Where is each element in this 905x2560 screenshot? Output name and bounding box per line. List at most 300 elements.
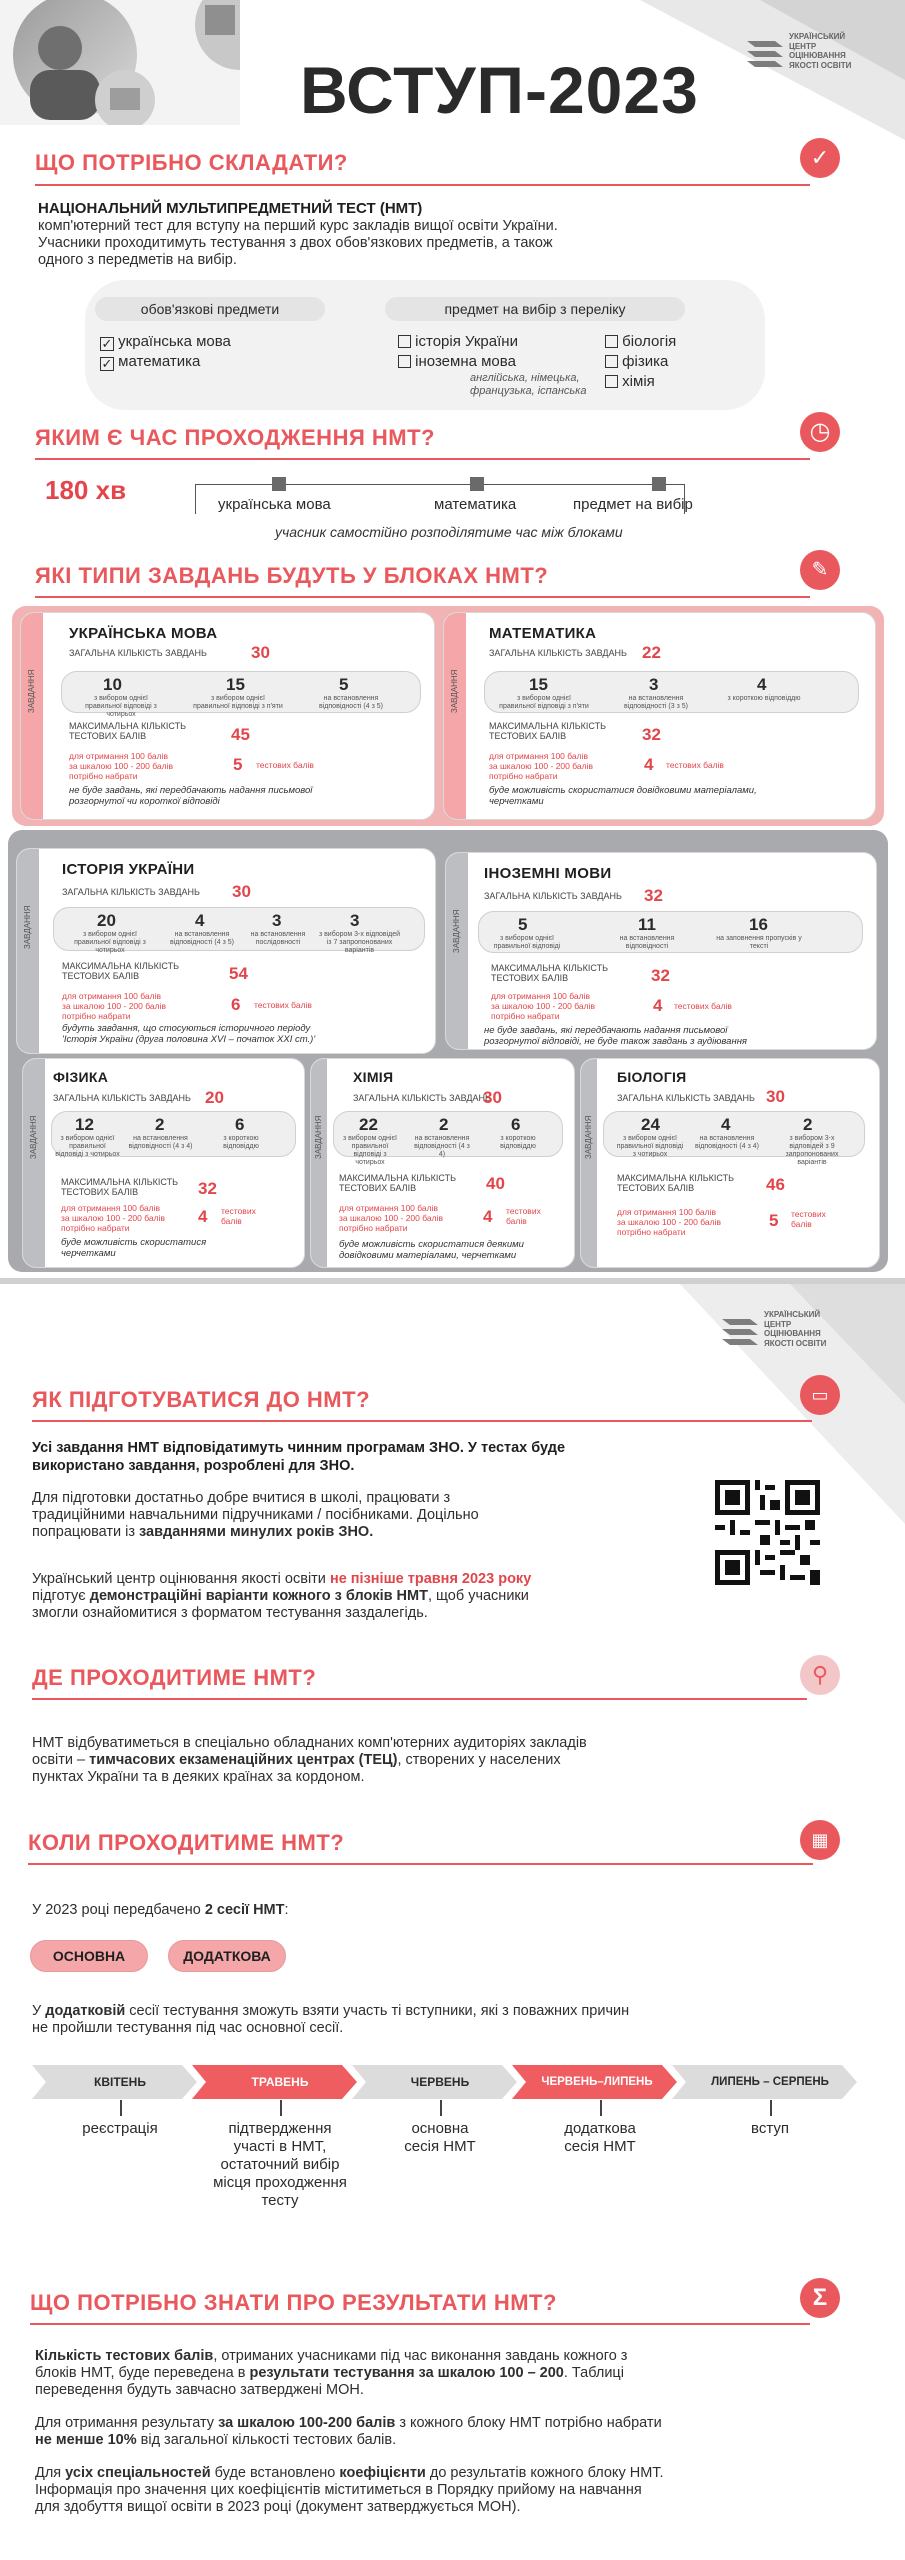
extra-session-text: У bbox=[32, 2003, 46, 2019]
task-desc: на встановлення відповідності (3 з 5) bbox=[624, 695, 688, 710]
where-text: , створених у населених bbox=[397, 1752, 561, 1768]
max-label-line: МАКСИМАЛЬНА КІЛЬКІСТЬ bbox=[69, 721, 187, 731]
need-label-line: за шкалою 100 - 200 балів bbox=[489, 761, 594, 771]
task-desc: з короткою відповіддю bbox=[500, 1135, 536, 1150]
subject-card-lang bbox=[445, 852, 877, 1050]
total-label: ЗАГАЛЬНА КІЛЬКІСТЬ ЗАВДАНЬ bbox=[484, 891, 622, 901]
mandatory-header-label: обов'язкові предмети bbox=[140, 301, 280, 317]
max-label bbox=[489, 721, 606, 741]
subject-card-phys bbox=[22, 1058, 305, 1268]
task-count: 2 bbox=[155, 1115, 165, 1134]
task-count: 12 bbox=[75, 1115, 94, 1134]
total-tasks-value: 32 bbox=[644, 886, 663, 905]
timeline-label-june-july: ЧЕРВЕНЬ–ЛИПЕНЬ bbox=[541, 2076, 653, 2088]
extra-session-text: сесії тестування зможуть взяти участь ті вступники, які з поважних причин bbox=[125, 2003, 630, 2019]
task-desc: на встановлення відповідності bbox=[619, 935, 675, 950]
tasks-vertical-label: ЗАВДАННЯ bbox=[314, 1115, 323, 1159]
subject-note-line: буде можливість скористатися bbox=[61, 1237, 207, 1248]
timeline-caption bbox=[370, 2120, 510, 2156]
elective-item bbox=[398, 353, 516, 370]
task-count: 3 bbox=[350, 911, 360, 930]
results-text: блоків НМТ, буде переведена в bbox=[35, 2365, 250, 2381]
checkbox-empty-icon bbox=[398, 335, 411, 348]
need-label-line: для отримання 100 балів bbox=[69, 751, 169, 761]
results-line: для здобуття вищої освіти в 2023 році (документ затверджується МОН). bbox=[35, 2499, 521, 2515]
languages-note-line: французька, іспанська bbox=[470, 385, 587, 397]
nmt-description-line: комп'ютерний тест для вступу на перший курс закладів вищої освіти України. bbox=[38, 218, 558, 234]
max-label bbox=[69, 721, 186, 741]
nmt-heading: НАЦІОНАЛЬНИЙ МУЛЬТИПРЕДМЕТНИЙ ТЕСТ (НМТ) bbox=[38, 200, 423, 217]
location-pin-icon: ⚲ bbox=[800, 1655, 840, 1695]
max-points-value: 32 bbox=[642, 725, 661, 744]
max-label-line: ТЕСТОВИХ БАЛІВ bbox=[61, 1187, 139, 1197]
need-label-line: для отримання 100 балів bbox=[61, 1203, 161, 1213]
max-points-value: 54 bbox=[229, 964, 248, 983]
results-text-bold: за шкалою 100-200 балів bbox=[218, 2415, 396, 2431]
prepare-line bbox=[32, 1571, 531, 1588]
need-label-line: для отримання 100 балів bbox=[62, 991, 162, 1001]
max-label-line: МАКСИМАЛЬНА КІЛЬКІСТЬ bbox=[61, 1177, 179, 1187]
need-label bbox=[62, 991, 166, 1021]
section-title-where: ДЕ ПРОХОДИТИМЕ НМТ? bbox=[32, 1665, 317, 1690]
caption-line: участі в НМТ, bbox=[233, 2138, 327, 2155]
subject-card-math bbox=[443, 612, 876, 820]
task-desc: на встановлення відповідності (4 з 5) bbox=[170, 931, 234, 946]
results-line bbox=[35, 2348, 627, 2365]
total-label: ЗАГАЛЬНА КІЛЬКІСТЬ ЗАВДАНЬ bbox=[69, 648, 207, 658]
need-points-value: 4 bbox=[644, 755, 654, 774]
prepare-text: підготує bbox=[32, 1588, 90, 1604]
points-label: тестових балів bbox=[506, 1206, 541, 1226]
checkbox-checked-icon: ✓ bbox=[101, 336, 113, 351]
elective-item-label: фізика bbox=[622, 353, 669, 370]
caption-line: тесту bbox=[261, 2192, 299, 2209]
need-label bbox=[489, 751, 593, 781]
logo-line: ЦЕНТР bbox=[789, 41, 817, 51]
max-label-line: ТЕСТОВИХ БАЛІВ bbox=[69, 731, 147, 741]
need-label-line: за шкалою 100 - 200 балів bbox=[491, 1001, 596, 1011]
elective-item-label: іноземна мова bbox=[415, 353, 516, 370]
elective-header-label: предмет на вибір з переліку bbox=[444, 301, 626, 317]
qr-code-icon bbox=[715, 1480, 820, 1585]
task-desc: з вибором однієї правильної відповіді bbox=[493, 935, 561, 950]
results-text-bold: усіх спеціальностей bbox=[65, 2465, 211, 2481]
logo-line: ЯКОСТІ ОСВІТИ bbox=[789, 60, 852, 70]
nmt-description-line: Учасники проходитимуть тестування з двох обов'язкових предметів, а також bbox=[38, 235, 553, 251]
results-text: Для отримання результату bbox=[35, 2415, 219, 2431]
task-desc: з вибором однієї правильної відповіді з чотирьох bbox=[74, 931, 146, 954]
need-label-line: потрібно набрати bbox=[339, 1223, 408, 1233]
nmt-description-line: одного з передметів на вибір. bbox=[38, 252, 237, 268]
results-text-bold: результати тестування за шкалою 100 – 200 bbox=[249, 2365, 564, 2381]
task-count: 6 bbox=[235, 1115, 245, 1134]
prepare-text: Український центр оцінювання якості освіти bbox=[32, 1571, 330, 1587]
task-desc: на встановлення послідовності bbox=[250, 931, 306, 946]
total-label: ЗАГАЛЬНА КІЛЬКІСТЬ ЗАВДАНЬ bbox=[489, 648, 627, 658]
elective-item-label: біологія bbox=[622, 333, 677, 350]
need-label-line: потрібно набрати bbox=[61, 1223, 130, 1233]
need-label bbox=[69, 751, 173, 781]
task-desc: з вибором 3-х відповідей з 9 запропонованих варіантів bbox=[785, 1135, 839, 1166]
elective-item bbox=[398, 333, 518, 350]
caption-line: реєстрація bbox=[82, 2120, 158, 2137]
need-label-line: за шкалою 100 - 200 балів bbox=[339, 1213, 444, 1223]
ucoyo-logo-icon bbox=[720, 1311, 760, 1351]
timeline-caption bbox=[700, 2120, 840, 2138]
subject-note bbox=[61, 1237, 206, 1259]
need-label-line: для отримання 100 балів bbox=[489, 751, 589, 761]
prepare-bold-line: використано завдання, розроблені для ЗНО. bbox=[32, 1458, 355, 1474]
subject-name: БІОЛОГІЯ bbox=[617, 1069, 687, 1085]
timeline-label-july-aug: ЛИПЕНЬ – СЕРПЕНЬ bbox=[711, 2076, 829, 2088]
results-text-bold: коефіцієнти bbox=[339, 2465, 426, 2481]
task-desc: на встановлення відповідності (4 з 5) bbox=[319, 695, 383, 710]
qr-code[interactable] bbox=[715, 1480, 820, 1585]
header-photo-collage bbox=[0, 0, 240, 125]
results-text: до результатів кожного блоку НМТ. bbox=[425, 2465, 664, 2481]
points-label: тестових балів bbox=[666, 760, 724, 770]
page-title: ВСТУП-2023 bbox=[300, 53, 699, 127]
section-title-what: ЩО ПОТРІБНО СКЛАДАТИ? bbox=[35, 150, 348, 175]
timeline-label-may: ТРАВЕНЬ bbox=[251, 2075, 309, 2089]
tasks-vertical-label: ЗАВДАННЯ bbox=[27, 669, 36, 713]
time-block-label: українська мова bbox=[218, 496, 331, 513]
subject-note bbox=[339, 1239, 524, 1261]
section-title-time: ЯКИМ Є ЧАС ПРОХОДЖЕННЯ НМТ? bbox=[35, 425, 435, 450]
elective-item bbox=[605, 333, 676, 350]
main-session-button[interactable]: ОСНОВНА bbox=[30, 1940, 148, 1972]
caption-line: основна bbox=[411, 2120, 469, 2137]
results-line: переведення будуть завчасно затверджені МОН. bbox=[35, 2382, 364, 2398]
checkbox-empty-icon bbox=[605, 375, 618, 388]
sessions-text: : bbox=[284, 1902, 289, 1918]
need-points-value: 5 bbox=[769, 1211, 779, 1230]
extra-session-button[interactable]: ДОДАТКОВА bbox=[168, 1940, 286, 1972]
mandatory-item-label: математика bbox=[118, 353, 201, 370]
card-sidebar bbox=[581, 1059, 597, 1267]
need-label-line: за шкалою 100 - 200 балів bbox=[69, 761, 174, 771]
prepare-text-accent: не пізніше травня 2023 року bbox=[329, 1571, 532, 1587]
task-count: 16 bbox=[749, 915, 768, 934]
subject-name: ІНОЗЕМНІ МОВИ bbox=[484, 865, 612, 882]
ucoyo-logo bbox=[745, 28, 895, 78]
section-divider bbox=[35, 458, 810, 460]
task-desc: з вибором однієї правильної відповіді з чотирьох bbox=[616, 1135, 684, 1158]
tasks-vertical-label: ЗАВДАННЯ bbox=[29, 1115, 38, 1159]
section-divider bbox=[28, 1863, 813, 1865]
checkbox-empty-icon bbox=[398, 355, 411, 368]
subject-card-ukr bbox=[20, 612, 435, 820]
total-tasks-value: 30 bbox=[766, 1087, 785, 1106]
results-line bbox=[35, 2365, 624, 2382]
results-text: . Таблиці bbox=[563, 2365, 624, 2381]
total-label: ЗАГАЛЬНА КІЛЬКІСТЬ ЗАВДАНЬ bbox=[353, 1093, 491, 1103]
logo-line: ЯКОСТІ ОСВІТИ bbox=[764, 1338, 827, 1348]
time-block-label: предмет на вибір bbox=[573, 496, 693, 513]
max-label-line: МАКСИМАЛЬНА КІЛЬКІСТЬ bbox=[491, 963, 609, 973]
task-count: 20 bbox=[97, 911, 116, 930]
need-label bbox=[61, 1203, 165, 1233]
card-sidebar bbox=[311, 1059, 327, 1267]
sessions-text: У 2023 році передбачено bbox=[32, 1902, 205, 1918]
max-label-line: ТЕСТОВИХ БАЛІВ bbox=[489, 731, 567, 741]
need-label-line: для отримання 100 балів bbox=[339, 1203, 439, 1213]
caption-line: остаточний вибір bbox=[220, 2156, 340, 2173]
task-desc: на заповнення пропусків у тексті bbox=[716, 935, 802, 950]
points-label: тестових балів bbox=[221, 1206, 256, 1226]
block-marker-icon bbox=[652, 477, 666, 491]
subject-note-line: не буде завдань, які передбачають надання письмової bbox=[484, 1025, 728, 1036]
points-label: тестових балів bbox=[256, 760, 314, 770]
timeline-label-april: КВІТЕНЬ bbox=[94, 2075, 146, 2089]
task-count: 11 bbox=[638, 915, 656, 934]
elective-header bbox=[385, 297, 685, 321]
subject-note-line: не буде завдань, які передбачають надання письмової bbox=[69, 785, 313, 796]
subject-note-line: розгорнутої відповіді, не буде також завдань з аудіювання bbox=[484, 1036, 747, 1047]
results-text: Для bbox=[35, 2465, 66, 2481]
task-count: 15 bbox=[529, 675, 548, 694]
document-pen-icon: ✎ bbox=[800, 550, 840, 590]
points-label: тестових балів bbox=[254, 1000, 312, 1010]
need-points-value: 6 bbox=[231, 995, 241, 1014]
subject-note-line: черчетками bbox=[61, 1248, 116, 1259]
elective-item bbox=[605, 373, 655, 390]
need-label-line: потрібно набрати bbox=[69, 771, 138, 781]
task-count: 4 bbox=[757, 675, 767, 694]
mandatory-item bbox=[100, 353, 200, 371]
subject-note-line: буде можливість скористатися довідковими матеріалами, bbox=[489, 785, 757, 796]
need-label-line: потрібно набрати bbox=[617, 1227, 686, 1237]
task-count: 2 bbox=[439, 1115, 449, 1134]
where-line: НМТ відбуватиметься в спеціально обладнаних комп'ютерних аудиторіях закладів bbox=[32, 1735, 587, 1751]
ucoyo-logo bbox=[720, 1306, 880, 1356]
extra-session-line bbox=[32, 2003, 629, 2020]
task-desc: з вибором однієї правильної відповіді з чотирьох bbox=[343, 1135, 397, 1166]
section-divider bbox=[32, 1420, 812, 1422]
task-desc: з короткою відповіддю bbox=[727, 695, 801, 702]
max-points-value: 32 bbox=[651, 966, 670, 985]
prepare-line: Для підготовки достатньо добре вчитися в школі, працювати з bbox=[32, 1490, 451, 1506]
need-points-value: 5 bbox=[233, 755, 243, 774]
max-label-line: МАКСИМАЛЬНА КІЛЬКІСТЬ bbox=[62, 961, 180, 971]
extra-session-line: не пройшли тестування під час основної сесії. bbox=[32, 2020, 344, 2036]
subject-name: ФІЗИКА bbox=[53, 1069, 109, 1085]
card-sidebar bbox=[444, 613, 466, 819]
block-marker-icon bbox=[470, 477, 484, 491]
logo-line: ЦЕНТР bbox=[764, 1319, 792, 1329]
subject-card-bio bbox=[580, 1058, 880, 1268]
results-text-bold: не менше 10% bbox=[35, 2432, 137, 2448]
task-desc: з вибором однієї правильної відповіді з чотирьох bbox=[85, 695, 157, 718]
task-count: 22 bbox=[359, 1115, 378, 1134]
timeline-caption bbox=[50, 2120, 190, 2138]
subject-note bbox=[62, 1023, 315, 1045]
mandatory-item-label: українська мова bbox=[118, 333, 231, 350]
max-label-line: МАКСИМАЛЬНА КІЛЬКІСТЬ bbox=[489, 721, 607, 731]
checkbox-checked-icon: ✓ bbox=[101, 356, 113, 371]
elective-item-label: хімія bbox=[622, 373, 655, 390]
max-label bbox=[62, 961, 179, 981]
timeline-tick bbox=[770, 2100, 772, 2116]
total-tasks-value: 30 bbox=[483, 1088, 502, 1107]
task-desc: з вибором однієї правильної відповіді з п'яти bbox=[499, 695, 589, 710]
tasks-vertical-label: ЗАВДАННЯ bbox=[23, 905, 32, 949]
max-points-value: 40 bbox=[486, 1174, 505, 1193]
logo-line: УКРАЇНСЬКИЙ bbox=[764, 1310, 821, 1319]
max-points-value: 46 bbox=[766, 1175, 785, 1194]
tasks-vertical-label: ЗАВДАННЯ bbox=[584, 1115, 593, 1159]
results-line bbox=[35, 2415, 662, 2432]
need-label-line: для отримання 100 балів bbox=[617, 1207, 717, 1217]
subject-note-line: буде можливість скористатися деякими bbox=[339, 1239, 524, 1250]
time-note: учасник самостійно розподілятиме час між блоками bbox=[275, 524, 623, 540]
prepare-text-bold: завданнями минулих років ЗНО. bbox=[139, 1524, 374, 1540]
subject-name: МАТЕМАТИКА bbox=[489, 625, 597, 642]
results-line bbox=[35, 2465, 664, 2482]
section-title-prepare: ЯК ПІДГОТУВАТИСЯ ДО НМТ? bbox=[32, 1387, 371, 1412]
max-label-line: ТЕСТОВИХ БАЛІВ bbox=[617, 1183, 695, 1193]
total-tasks-value: 30 bbox=[251, 643, 270, 662]
total-label: ЗАГАЛЬНА КІЛЬКІСТЬ ЗАВДАНЬ bbox=[53, 1093, 191, 1103]
card-sidebar bbox=[23, 1059, 45, 1267]
task-count: 15 bbox=[226, 675, 245, 694]
task-count: 5 bbox=[339, 675, 349, 694]
max-label-line: ТЕСТОВИХ БАЛІВ bbox=[339, 1183, 417, 1193]
extra-session-bold: додатковій bbox=[45, 2003, 126, 2019]
section-divider bbox=[32, 1698, 807, 1700]
task-desc: на встановлення відповідності (4 з 4) bbox=[128, 1135, 193, 1150]
need-label bbox=[617, 1207, 721, 1237]
need-label bbox=[339, 1203, 443, 1233]
max-label-line: ТЕСТОВИХ БАЛІВ bbox=[491, 973, 569, 983]
subject-note-line: довідковими матеріалами, черчетками bbox=[339, 1250, 517, 1261]
sessions-text-bold: 2 сесії НМТ bbox=[204, 1902, 285, 1918]
caption-line: підтвердження bbox=[228, 2120, 332, 2137]
calendar-icon: ▦ bbox=[800, 1820, 840, 1860]
prepare-text-bold: демонстраційні варіанти кожного з блоків НМТ bbox=[89, 1588, 428, 1604]
timeline-tick bbox=[600, 2100, 602, 2116]
caption-line: додаткова bbox=[564, 2120, 636, 2137]
need-label-line: для отримання 100 балів bbox=[491, 991, 591, 1001]
logo-line: УКРАЇНСЬКИЙ bbox=[789, 32, 846, 41]
elective-item-label: історія України bbox=[415, 333, 518, 350]
prepare-line bbox=[32, 1524, 373, 1541]
task-desc: з вибором однієї правильної відповіді з п'яти bbox=[193, 695, 283, 710]
subject-note-line: розгорнутої чи короткої відповіді bbox=[69, 796, 220, 807]
section-title-results: ЩО ПОТРІБНО ЗНАТИ ПРО РЕЗУЛЬТАТИ НМТ? bbox=[30, 2290, 557, 2315]
card-sidebar bbox=[21, 613, 43, 819]
section-divider bbox=[35, 184, 810, 186]
need-label bbox=[491, 991, 595, 1021]
where-line bbox=[32, 1752, 561, 1769]
task-count: 10 bbox=[103, 675, 122, 694]
caption-line: сесія НМТ bbox=[564, 2138, 636, 2155]
total-tasks-value: 30 bbox=[232, 882, 251, 901]
sessions-line bbox=[32, 1902, 289, 1919]
section-divider bbox=[35, 596, 810, 598]
results-line bbox=[35, 2432, 396, 2449]
section-title-when: КОЛИ ПРОХОДИТИМЕ НМТ? bbox=[28, 1830, 345, 1855]
need-label-line: потрібно набрати bbox=[62, 1011, 131, 1021]
duration-value: 180 хв bbox=[45, 475, 127, 505]
subject-card-chem bbox=[310, 1058, 575, 1268]
logo-line: ОЦІНЮВАННЯ bbox=[789, 51, 846, 60]
max-label bbox=[617, 1173, 734, 1193]
caption-line: місця проходження bbox=[213, 2174, 347, 2191]
tasks-vertical-label: ЗАВДАННЯ bbox=[452, 909, 461, 953]
checkbox-empty-icon bbox=[605, 335, 618, 348]
task-desc: на встановлення відповідності (4 з 4) bbox=[695, 1135, 759, 1150]
subject-note bbox=[69, 785, 312, 807]
task-desc: на встановлення відповідності (4 з 4) bbox=[414, 1135, 470, 1158]
subject-note-line: будуть завдання, що стосуються історичного періоду bbox=[62, 1023, 311, 1034]
languages-note bbox=[470, 372, 586, 398]
need-label-line: за шкалою 100 - 200 балів bbox=[617, 1217, 722, 1227]
mandatory-item bbox=[100, 333, 231, 351]
max-points-value: 45 bbox=[231, 725, 250, 744]
checkbox-empty-icon bbox=[605, 355, 618, 368]
need-label-line: потрібно набрати bbox=[489, 771, 558, 781]
caption-line: вступ bbox=[751, 2120, 789, 2137]
prepare-text: , щоб учасники bbox=[427, 1588, 529, 1604]
max-points-value: 32 bbox=[198, 1179, 217, 1198]
prepare-line: традиційними навчальними підручниками / посібниками. Доцільно bbox=[32, 1507, 479, 1523]
task-desc: з вибором однієї правильної відповіді з чотирьох bbox=[55, 1135, 120, 1158]
total-label: ЗАГАЛЬНА КІЛЬКІСТЬ ЗАВДАНЬ bbox=[62, 887, 200, 897]
sigma-icon: Σ bbox=[800, 2278, 840, 2318]
task-count: 5 bbox=[518, 915, 528, 934]
timeline-tick bbox=[120, 2100, 122, 2116]
timeline-label-june: ЧЕРВЕНЬ bbox=[410, 2075, 470, 2089]
task-count: 4 bbox=[195, 911, 205, 930]
task-count: 6 bbox=[511, 1115, 521, 1134]
timeline-caption bbox=[185, 2120, 375, 2210]
need-label-line: за шкалою 100 - 200 балів bbox=[61, 1213, 166, 1223]
task-count: 24 bbox=[641, 1115, 660, 1134]
points-label: тестових балів bbox=[674, 1001, 732, 1011]
subject-name: УКРАЇНСЬКА МОВА bbox=[69, 625, 218, 642]
max-label bbox=[491, 963, 608, 983]
elective-item bbox=[605, 353, 668, 370]
total-label: ЗАГАЛЬНА КІЛЬКІСТЬ ЗАВДАНЬ bbox=[617, 1093, 755, 1103]
where-text-bold: тимчасових екзаменаційних центрах (ТЕЦ) bbox=[89, 1752, 398, 1768]
subject-note bbox=[489, 785, 757, 807]
total-tasks-value: 22 bbox=[642, 643, 661, 662]
card-sidebar bbox=[17, 849, 39, 1053]
subject-card-hist bbox=[16, 848, 436, 1054]
clock-icon: ◷ bbox=[800, 412, 840, 452]
subject-name: ІСТОРІЯ УКРАЇНИ bbox=[62, 861, 195, 878]
need-points-value: 4 bbox=[653, 996, 663, 1015]
task-desc: з короткою відповіддю bbox=[223, 1135, 259, 1150]
results-text: , отриманих учасниками під час виконання завдань кожного з bbox=[213, 2348, 628, 2364]
where-line: пунктах України та в деяких країнах за кордоном. bbox=[32, 1769, 365, 1785]
subject-name: ХІМІЯ bbox=[353, 1069, 394, 1085]
timeline-tick bbox=[440, 2100, 442, 2116]
where-text: освіти – bbox=[32, 1752, 90, 1768]
logo-line: ОЦІНЮВАННЯ bbox=[764, 1329, 821, 1338]
task-desc: з вибором 3-х відповідей із 7 запропонованих варіантів bbox=[318, 931, 401, 954]
time-block-label: математика bbox=[434, 496, 517, 513]
need-label-line: за шкалою 100 - 200 балів bbox=[62, 1001, 167, 1011]
timeline-tick bbox=[280, 2100, 282, 2116]
subject-note bbox=[484, 1025, 747, 1047]
subject-note-line: черчетками bbox=[489, 796, 544, 807]
block-marker-icon bbox=[272, 477, 286, 491]
max-label-line: МАКСИМАЛЬНА КІЛЬКІСТЬ bbox=[339, 1173, 457, 1183]
languages-note-line: англійська, німецька, bbox=[470, 372, 580, 384]
need-label-line: потрібно набрати bbox=[491, 1011, 560, 1021]
